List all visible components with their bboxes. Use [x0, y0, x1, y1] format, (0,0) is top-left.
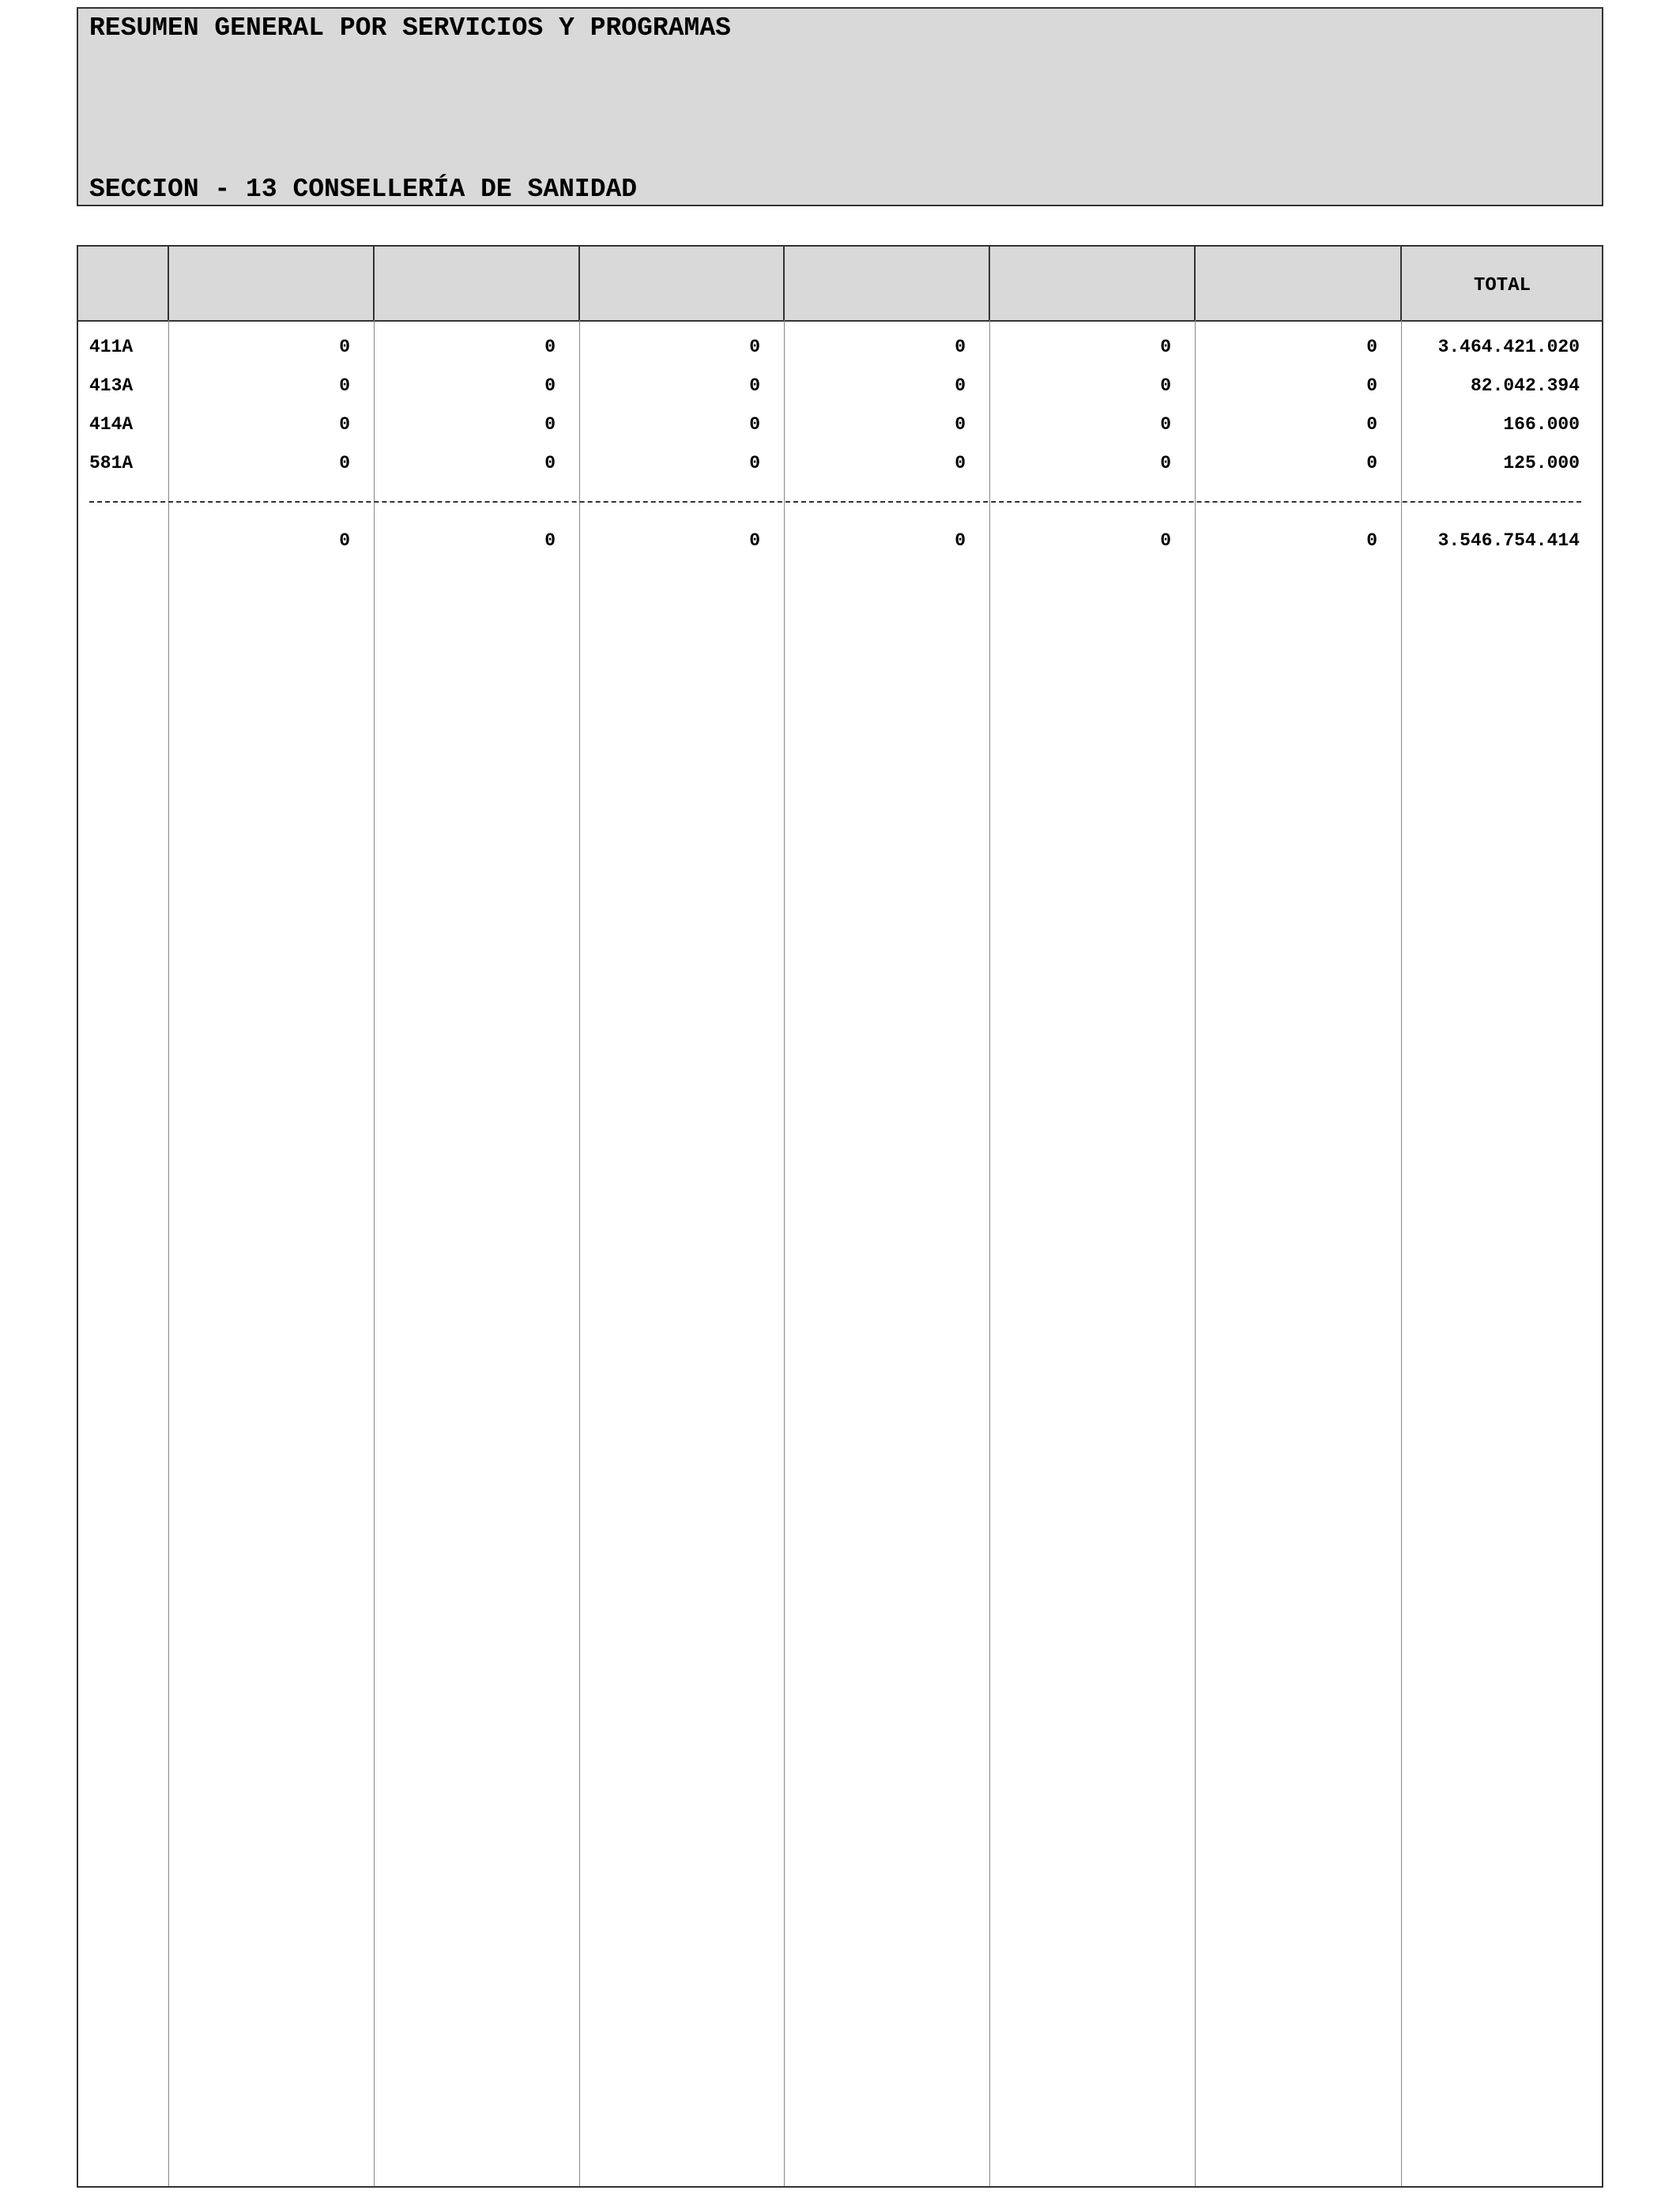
- column-divider: [989, 247, 990, 2186]
- table-row-code: 581A: [89, 453, 134, 473]
- table-row-code: 414A: [89, 414, 134, 435]
- header-column-divider: [373, 247, 375, 320]
- table-row-code: 411A: [89, 337, 134, 357]
- table-row-code: 413A: [89, 375, 134, 396]
- column-divider: [1401, 247, 1402, 2186]
- totals-row-value: 0: [544, 530, 556, 551]
- table-row-value: 0: [749, 337, 760, 357]
- table-row-value: 0: [339, 414, 350, 435]
- column-divider: [784, 247, 785, 2186]
- report-header: [77, 7, 1603, 206]
- table-row-value: 0: [1366, 453, 1377, 473]
- totals-row-total: 3.546.754.414: [1437, 530, 1580, 551]
- header-column-divider: [578, 247, 580, 320]
- totals-row-value: 0: [1366, 530, 1377, 551]
- table-row-value: 0: [544, 414, 556, 435]
- table-row-value: 0: [339, 375, 350, 396]
- header-column-divider: [168, 247, 169, 320]
- totals-row-value: 0: [1160, 530, 1171, 551]
- column-divider: [374, 247, 375, 2186]
- table-header-band: [78, 247, 1602, 322]
- table-row-value: 0: [1366, 414, 1377, 435]
- totals-row-value: 0: [955, 530, 966, 551]
- totals-row-value: 0: [749, 530, 760, 551]
- table-row-value: 0: [955, 453, 966, 473]
- totals-separator: [89, 501, 1581, 503]
- column-divider: [1195, 247, 1196, 2186]
- table-row-value: 0: [339, 337, 350, 357]
- column-header: TOTAL: [1473, 275, 1531, 296]
- table-row-value: 0: [749, 375, 760, 396]
- table-row-value: 0: [1160, 453, 1171, 473]
- table-row-value: 0: [339, 453, 350, 473]
- table-row-total: 166.000: [1503, 414, 1580, 435]
- table-row-value: 0: [1160, 375, 1171, 396]
- table-row-value: 0: [1160, 414, 1171, 435]
- table-row-value: 0: [955, 414, 966, 435]
- column-divider: [168, 247, 169, 2186]
- table-row-value: 0: [544, 453, 556, 473]
- column-divider: [579, 247, 580, 2186]
- header-column-divider: [989, 247, 990, 320]
- report-title: RESUMEN GENERAL POR SERVICIOS Y PROGRAMAS: [89, 13, 731, 43]
- table-row-value: 0: [955, 375, 966, 396]
- table-row-value: 0: [1366, 375, 1377, 396]
- table-row-value: 0: [1366, 337, 1377, 357]
- table-row-value: 0: [544, 337, 556, 357]
- table-row-value: 0: [749, 453, 760, 473]
- table-row-value: 0: [544, 375, 556, 396]
- table-row-total: 82.042.394: [1470, 375, 1580, 396]
- table-row-value: 0: [1160, 337, 1171, 357]
- header-column-divider: [783, 247, 785, 320]
- table-row-total: 125.000: [1503, 453, 1580, 473]
- totals-row-value: 0: [339, 530, 350, 551]
- table-row-value: 0: [749, 414, 760, 435]
- budget-table: [77, 245, 1603, 2188]
- table-row-value: 0: [955, 337, 966, 357]
- section-title: SECCION - 13 CONSELLERÍA DE SANIDAD: [89, 175, 638, 204]
- table-row-total: 3.464.421.020: [1437, 337, 1580, 357]
- header-column-divider: [1194, 247, 1196, 320]
